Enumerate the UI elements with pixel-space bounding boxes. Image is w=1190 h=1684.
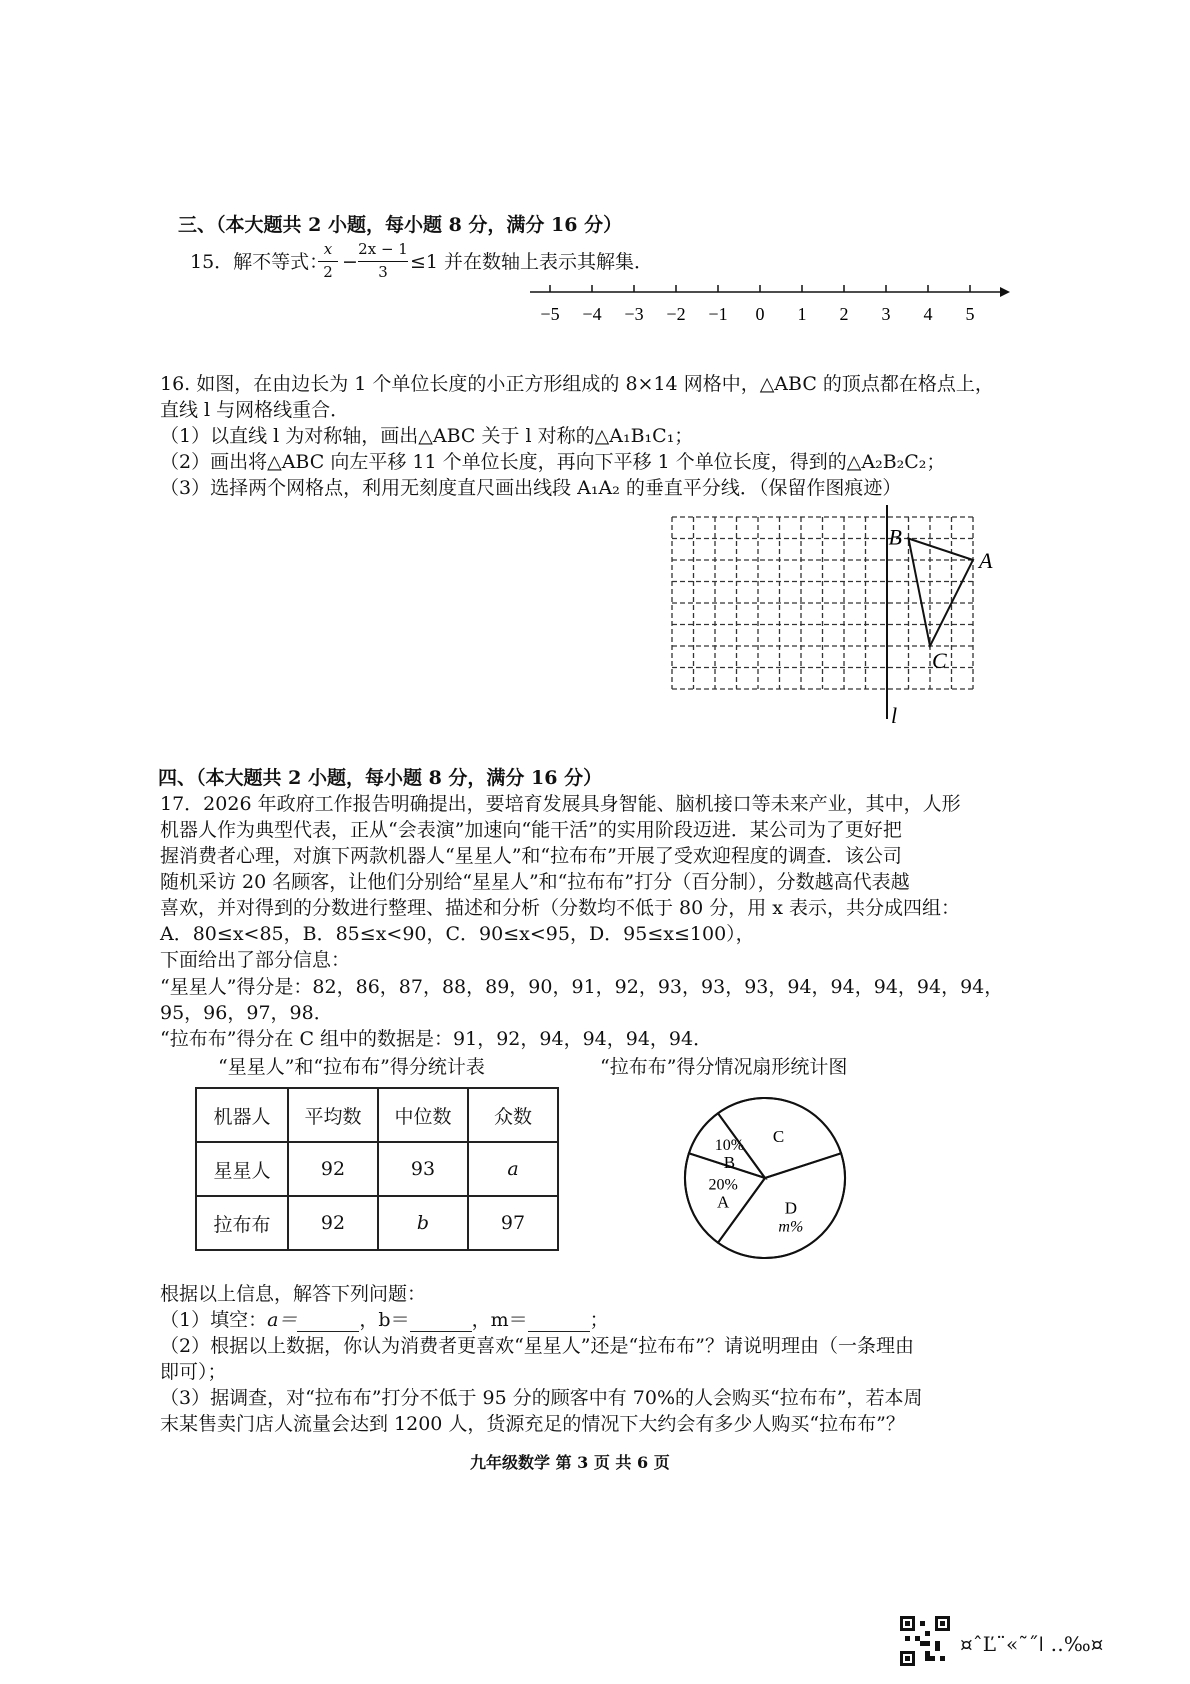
cell-robot: 星星人: [196, 1142, 288, 1196]
pie-percent-label: m%: [778, 1218, 804, 1236]
label-c: C: [932, 648, 947, 673]
q17-q2a: （2）根据以上数据，你认为消费者更喜欢“星星人”还是“拉布布”？请说明理由（一条理由: [160, 1335, 914, 1357]
q15-frac2-den: 3: [378, 263, 388, 281]
q16-grid-figure: [660, 505, 1020, 745]
q15-minus: −: [342, 251, 358, 273]
number-line-label: −1: [708, 304, 728, 324]
q17-p8: “星星人”得分是：82，86，87，88，89，90，91，92，93，93，93，94，94，94，94，94，: [160, 976, 1004, 998]
table-row: [196, 1196, 558, 1250]
triangle-abc: [909, 539, 974, 647]
pie-slice-label: A: [717, 1192, 730, 1212]
q1-m-label: ，m＝: [471, 1309, 528, 1331]
th-mean: 平均数: [288, 1088, 378, 1142]
label-b: B: [888, 524, 902, 550]
q1-a-label: a＝: [267, 1309, 298, 1331]
q15-frac1-num: x: [323, 240, 333, 258]
q17-p9: 95，96，97，98．: [160, 1002, 333, 1024]
q1-prefix: （1）填空：: [160, 1309, 268, 1331]
pie-chart: [655, 1090, 875, 1265]
q16-part3: （3）选择两个网格点，利用无刻度直尺画出线段 A₁A₂ 的垂直平分线．（保留作图痕迹）: [160, 477, 902, 499]
cell-robot: 拉布布: [196, 1196, 288, 1250]
th-median: 中位数: [378, 1088, 468, 1142]
q17-intro: 根据以上信息，解答下列问题：: [160, 1283, 427, 1305]
q1-b-blank: [410, 1313, 472, 1332]
number-line-label: 3: [881, 304, 891, 324]
q15-suffix: ≤1 并在数轴上表示其解集．: [410, 251, 654, 273]
pie-slice-label: C: [772, 1127, 785, 1147]
number-line-label: −3: [624, 304, 644, 324]
cell-mean: 92: [288, 1142, 378, 1196]
q17-p5: 喜欢，并对得到的分数进行整理、描述和分析（分数均不低于 80 分，用 x 表示，共分成四组：: [160, 897, 961, 919]
number-line-label: 1: [797, 304, 807, 324]
th-robot: 机器人: [196, 1088, 288, 1142]
number-line: [530, 282, 1010, 332]
q17-p6: A．80≤x<85，B．85≤x<90，C．90≤x<95，D．95≤x≤100），: [160, 923, 755, 945]
pie-percent-label: 10%: [714, 1137, 745, 1155]
q17-q1: [160, 1308, 609, 1332]
q17-q3a: （3）据调查，对“拉布布”打分不低于 95 分的顾客中有 70%的人会购买“拉布布”，若本周: [160, 1387, 923, 1409]
label-a: A: [979, 548, 993, 573]
q1-b-label: ，b＝: [359, 1309, 410, 1331]
number-line-label: 4: [923, 304, 933, 324]
pie-percent-label: 20%: [708, 1176, 738, 1194]
cell-median: 93: [378, 1142, 468, 1196]
q15-frac2-num: 2x − 1: [358, 240, 408, 258]
cell-mode: a: [468, 1142, 558, 1196]
q15-frac1-bar: [318, 261, 338, 262]
table-row: [196, 1142, 558, 1196]
q1-end: ；: [589, 1309, 609, 1331]
number-line-label: −4: [582, 304, 602, 324]
q17-p7: 下面给出了部分信息：: [160, 949, 351, 971]
number-line-label: −2: [666, 304, 686, 324]
table-title: “星星人”和“拉布布”得分统计表: [218, 1056, 485, 1078]
number-line-label: 5: [965, 304, 975, 324]
pie-slice-label: D: [784, 1198, 798, 1218]
pie-slice-label: B: [723, 1153, 736, 1173]
q15-prefix: 15．解不等式：: [190, 251, 329, 273]
grid-lines: [672, 517, 973, 689]
q15-frac2-bar: [358, 261, 408, 262]
th-mode: 众数: [468, 1088, 558, 1142]
q16-line2: 直线 l 与网格线重合．: [160, 399, 350, 421]
stats-table: [195, 1087, 559, 1251]
table-header-row: [196, 1088, 558, 1142]
q16-part2: （2）画出将△ABC 向左平移 11 个单位长度，再向下平移 1 个单位长度，得到的△A₂B₂C₂；: [160, 451, 946, 473]
q17-q3b: 末某售卖门店人流量会达到 1200 人，货源充足的情况下大约会有多少人购买“拉布布”？: [160, 1413, 905, 1435]
q17-p1: 17．2026 年政府工作报告明确提出，要培育发展具身智能、脑机接口等未来产业，其中，人形: [160, 793, 961, 815]
cell-median: b: [378, 1196, 468, 1250]
pie-title: “拉布布”得分情况扇形统计图: [600, 1056, 848, 1078]
label-l: l: [891, 703, 898, 728]
number-line-label: 0: [755, 304, 765, 324]
cell-mode: 97: [468, 1196, 558, 1250]
q17-p10: “拉布布”得分在 C 组中的数据是：91，92，94，94，94，94．: [160, 1028, 713, 1050]
q17-p2: 机器人作为典型代表，正从“会表演”加速向“能干活”的实用阶段迈进．某公司为了更好把: [160, 819, 902, 841]
q17-p3: 握消费者心理，对旗下两款机器人“星星人”和“拉布布”开展了受欢迎程度的调查．该公司: [160, 845, 902, 867]
cell-mean: 92: [288, 1196, 378, 1250]
section4-heading: 四、（本大题共 2 小题，每小题 8 分，满分 16 分）: [158, 767, 603, 789]
number-line-label: −5: [540, 304, 560, 324]
q17-p4: 随机采访 20 名顾客，让他们分别给“星星人”和“拉布布”打分（百分制），分数越高代表越: [160, 871, 910, 893]
q1-a-blank: [297, 1313, 359, 1332]
q16-line1: 16. 如图，在由边长为 1 个单位长度的小正方形组成的 8×14 网格中，△ABC 的顶点都在格点上，: [160, 373, 994, 395]
q16-part1: （1）以直线 l 为对称轴，画出△ABC 关于 l 对称的△A₁B₁C₁；: [160, 425, 694, 447]
section3-heading: 三、（本大题共 2 小题，每小题 8 分，满分 16 分）: [178, 214, 623, 236]
watermark-text: ¤ˆĽ¨«˜˝ǀ ‥‰¤: [960, 1632, 1104, 1656]
page-footer: 九年级数学 第 3 页 共 6 页: [470, 1453, 670, 1472]
number-line-label: 2: [839, 304, 849, 324]
q1-m-blank: [528, 1313, 590, 1332]
number-line-arrow: [1000, 287, 1010, 297]
qr-code-icon: [900, 1616, 950, 1666]
number-line-ticks: [540, 285, 974, 324]
q17-q2b: 即可）；: [160, 1361, 227, 1383]
q15-frac1-den: 2: [323, 263, 333, 281]
